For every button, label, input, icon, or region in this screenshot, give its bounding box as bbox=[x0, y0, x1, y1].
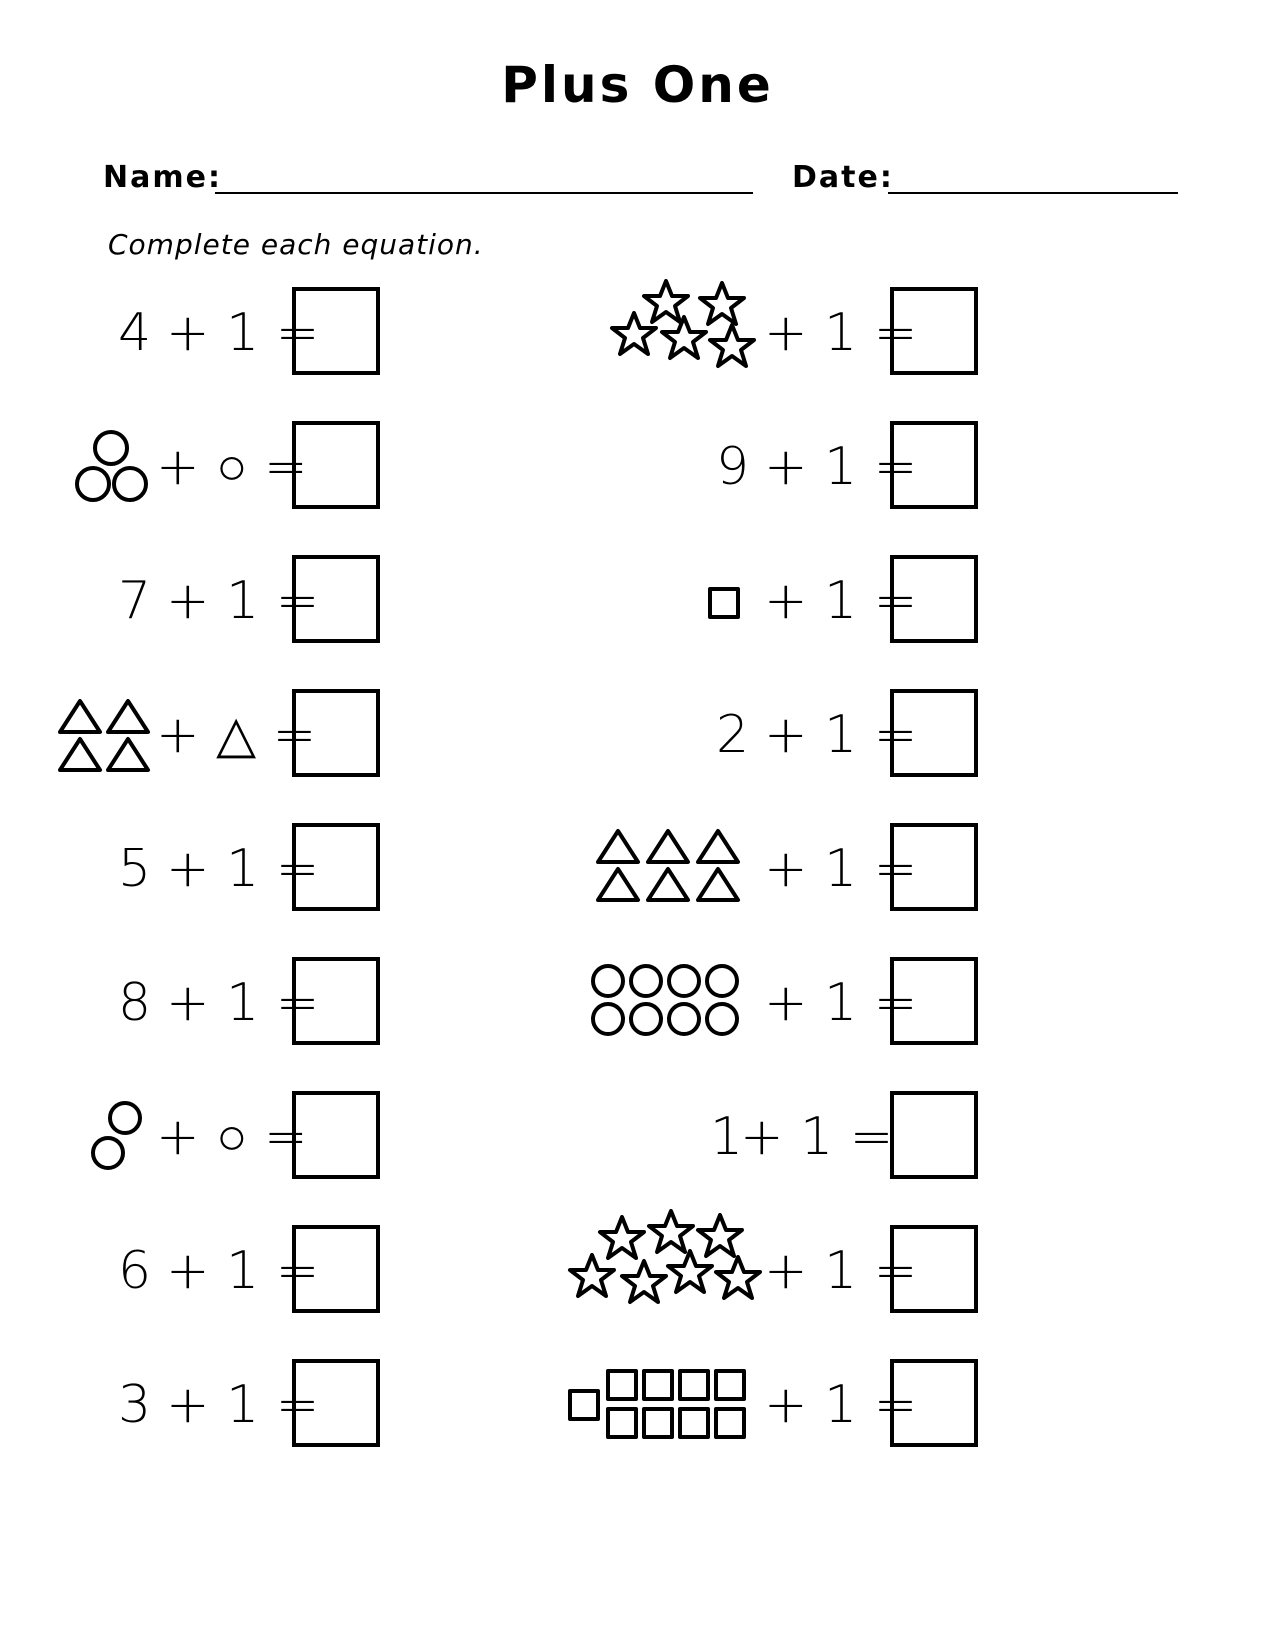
addend-number: 5 bbox=[118, 839, 152, 899]
triangle-icon bbox=[108, 701, 148, 732]
circle-icon bbox=[669, 1004, 699, 1034]
answer-box[interactable] bbox=[890, 555, 978, 643]
problem-left-8 bbox=[60, 1225, 580, 1325]
instruction-text: Complete each equation. bbox=[108, 228, 484, 261]
square-icon bbox=[570, 1391, 598, 1419]
triangle-icon bbox=[648, 869, 688, 900]
triangle-icon bbox=[698, 869, 738, 900]
problem-left-9 bbox=[60, 1359, 580, 1459]
triangle-group-icon bbox=[60, 699, 160, 779]
answer-box[interactable] bbox=[890, 689, 978, 777]
operator-text: + ○ = bbox=[156, 437, 308, 497]
circle-icon bbox=[593, 966, 623, 996]
operator-text: + 1 = bbox=[166, 1375, 320, 1435]
triangle-icon bbox=[108, 739, 148, 770]
square-icon bbox=[644, 1409, 672, 1437]
triangle-group-icon bbox=[598, 829, 748, 909]
circle-group-icon bbox=[75, 429, 155, 509]
square-icon bbox=[716, 1409, 744, 1437]
name-field[interactable] bbox=[215, 192, 753, 194]
problem-right-6 bbox=[560, 957, 1080, 1057]
operator-text: + △ = bbox=[156, 705, 317, 765]
square-group-icon bbox=[708, 587, 748, 627]
circle-icon bbox=[93, 1138, 123, 1168]
answer-box[interactable] bbox=[292, 1359, 380, 1447]
problem-right-1 bbox=[560, 287, 1080, 387]
problem-right-7 bbox=[560, 1091, 1080, 1191]
triangle-icon bbox=[60, 701, 100, 732]
answer-box[interactable] bbox=[292, 957, 380, 1045]
operator-text: + 1 = bbox=[166, 973, 320, 1033]
addend-number: 3 bbox=[118, 1375, 152, 1435]
square-icon bbox=[608, 1371, 636, 1399]
triangle-icon bbox=[648, 831, 688, 862]
answer-box[interactable] bbox=[890, 287, 978, 375]
operator-text: + 1 = bbox=[166, 1241, 320, 1301]
addend-number: 9 bbox=[716, 437, 750, 497]
circle-icon bbox=[707, 1004, 737, 1034]
operator-text: + 1 = bbox=[764, 1375, 918, 1435]
operator-text: + 1 = bbox=[166, 839, 320, 899]
square-icon bbox=[710, 589, 738, 617]
answer-box[interactable] bbox=[292, 823, 380, 911]
operator-text: + 1 = bbox=[764, 705, 918, 765]
circle-icon bbox=[707, 966, 737, 996]
circle-icon bbox=[631, 1004, 661, 1034]
operator-text: + 1 = bbox=[764, 839, 918, 899]
answer-box[interactable] bbox=[292, 555, 380, 643]
problem-right-3 bbox=[560, 555, 1080, 655]
date-label: Date: bbox=[792, 160, 894, 195]
addend-number: 6 bbox=[118, 1241, 152, 1301]
star-icon bbox=[716, 1257, 760, 1298]
circle-icon bbox=[110, 1103, 140, 1133]
square-group-icon bbox=[568, 1369, 753, 1449]
square-icon bbox=[680, 1409, 708, 1437]
star-icon bbox=[710, 325, 754, 366]
star-group-icon bbox=[612, 279, 772, 379]
date-field[interactable] bbox=[888, 192, 1178, 194]
answer-box[interactable] bbox=[292, 421, 380, 509]
operator-text: + 1 = bbox=[764, 571, 918, 631]
problem-left-7 bbox=[60, 1091, 580, 1191]
operator-text: + 1 = bbox=[764, 1241, 918, 1301]
problem-right-8 bbox=[560, 1225, 1080, 1325]
problem-left-2 bbox=[60, 421, 580, 521]
answer-box[interactable] bbox=[890, 957, 978, 1045]
operator-text: + 1 = bbox=[764, 973, 918, 1033]
circle-icon bbox=[631, 966, 661, 996]
star-icon bbox=[700, 283, 744, 324]
problem-left-4 bbox=[60, 689, 580, 789]
star-icon bbox=[644, 281, 688, 322]
problem-right-9 bbox=[560, 1359, 1080, 1459]
name-label: Name: bbox=[103, 160, 222, 195]
square-icon bbox=[608, 1409, 636, 1437]
star-icon bbox=[649, 1211, 693, 1252]
answer-box[interactable] bbox=[292, 1225, 380, 1313]
triangle-icon bbox=[598, 869, 638, 900]
star-icon bbox=[662, 317, 706, 358]
triangle-icon bbox=[60, 739, 100, 770]
star-icon bbox=[570, 1255, 614, 1296]
star-icon bbox=[612, 313, 656, 354]
answer-box[interactable] bbox=[890, 421, 978, 509]
circle-group-icon bbox=[90, 1099, 150, 1179]
answer-box[interactable] bbox=[890, 1359, 978, 1447]
problem-right-4 bbox=[560, 689, 1080, 789]
triangle-icon bbox=[698, 831, 738, 862]
square-icon bbox=[716, 1371, 744, 1399]
operator-text: + 1 = bbox=[166, 571, 320, 631]
operator-text: + ○ = bbox=[156, 1107, 308, 1167]
problem-left-3 bbox=[60, 555, 580, 655]
addend-number: 4 bbox=[118, 303, 152, 363]
answer-box[interactable] bbox=[292, 287, 380, 375]
circle-icon bbox=[593, 1004, 623, 1034]
circle-icon bbox=[114, 468, 146, 500]
triangle-icon bbox=[598, 831, 638, 862]
answer-box[interactable] bbox=[890, 1091, 978, 1179]
square-icon bbox=[644, 1371, 672, 1399]
circle-icon bbox=[669, 966, 699, 996]
star-icon bbox=[698, 1215, 742, 1256]
circle-icon bbox=[77, 468, 109, 500]
operator-text: + 1 = bbox=[764, 303, 918, 363]
addend-number: 7 bbox=[118, 571, 152, 631]
problem-left-6 bbox=[60, 957, 580, 1057]
operator-text: + 1 = bbox=[764, 437, 918, 497]
addend-number: 2 bbox=[716, 705, 750, 765]
answer-box[interactable] bbox=[292, 1091, 380, 1179]
circle-group-icon bbox=[590, 963, 750, 1043]
worksheet-title: Plus One bbox=[501, 56, 774, 114]
square-icon bbox=[680, 1371, 708, 1399]
addend-number: 1 bbox=[710, 1107, 744, 1167]
addend-number: 8 bbox=[118, 973, 152, 1033]
answer-box[interactable] bbox=[890, 823, 978, 911]
circle-icon bbox=[95, 432, 127, 464]
star-icon bbox=[600, 1217, 644, 1258]
star-group-icon bbox=[566, 1211, 766, 1321]
answer-box[interactable] bbox=[890, 1225, 978, 1313]
operator-text: + 1 = bbox=[166, 303, 320, 363]
problem-left-1 bbox=[60, 287, 580, 387]
problem-left-5 bbox=[60, 823, 580, 923]
problem-right-5 bbox=[560, 823, 1080, 923]
operator-text: + 1 = bbox=[740, 1107, 894, 1167]
answer-box[interactable] bbox=[292, 689, 380, 777]
star-icon bbox=[622, 1261, 666, 1302]
problem-right-2 bbox=[560, 421, 1080, 521]
